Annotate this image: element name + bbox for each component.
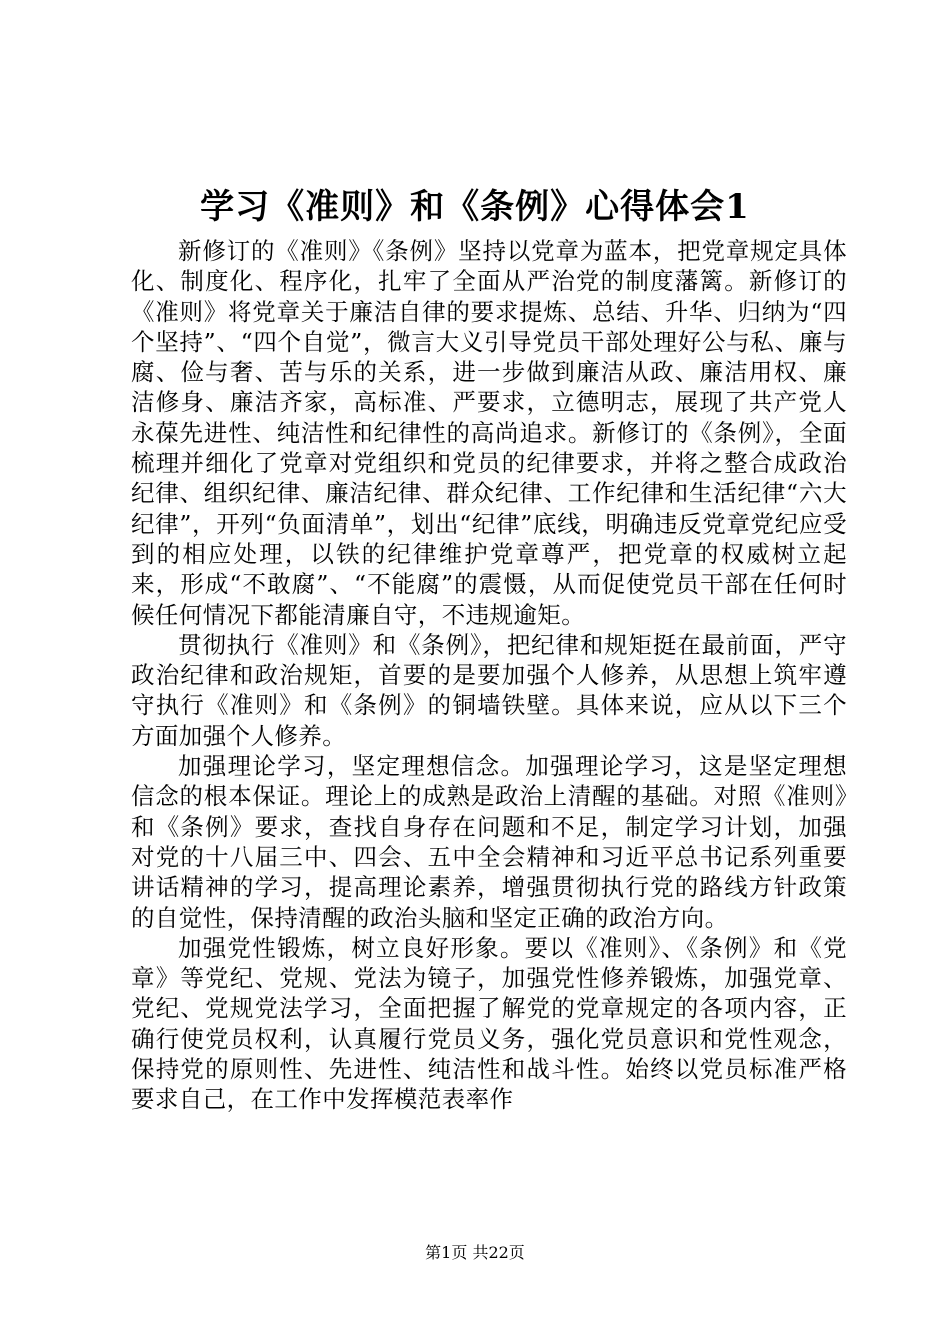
paragraph-1: 新修订的《准则》《条例》坚持以党章为蓝本，把党章规定具体化、制度化、程序化，扎牢了全面从严治党的制度藩篱。新修订的《准则》将党章关于廉洁自律的要求提炼、总结、升华、归纳为“四个坚持”、“四个自觉”，微言大义引导党员干部处理好公与私、廉与腐、俭与奢、苦与乐的关系，进一步做到廉洁从政、廉洁用权、廉洁修身、廉洁齐家，高标准、严要求，立德明志，展现了共产党人永葆先进性、纯洁性和纪律性的高尚追求。新修订的《条例》，全面梳理并细化了党章对党组织和党员的纪律要求，并将之整合成政治纪律、组织纪律、廉洁纪律、群众纪律、工作纪律和生活纪律“六大纪律”，开列“负面清单”，划出“纪律”底线，明确违反党章党纪应受到的相应处理，以铁的纪律维护党章尊严，把党章的权威树立起来，形成“不敢腐”、“不能腐”的震慑，从而促使党员干部在任何时候任何情况下都能清廉自守，不违规逾矩。 — [131, 237, 847, 629]
page-number-footer: 第1页 共22页 — [425, 1243, 525, 1262]
paragraph-3: 加强理论学习，坚定理想信念。加强理论学习，这是坚定理想信念的根本保证。理论上的成熟是政治上清醒的基础。对照《准则》和《条例》要求，查找自身存在问题和不足，制定学习计划，加强对党的十八届三中、四会、五中全会精神和习近平总书记系列重要讲话精神的学习，提高理论素养，增强贯彻执行党的路线方针政策的自觉性，保持清醒的政治头脑和坚定正确的政治方向。 — [131, 752, 847, 932]
document-title: 学习《准则》和《条例》心得体会1 — [200, 187, 750, 227]
paragraph-4: 加强党性锻炼，树立良好形象。要以《准则》、《条例》和《党章》等党纪、党规、党法为镜子，加强党性修养锻炼，加强党章、党纪、党规党法学习，全面把握了解党的党章规定的各项内容，正确行使党员权利，认真履行党员义务，强化党员意识和党性观念，保持党的原则性、先进性、纯洁性和战斗性。始终以党员标准严格要求自己，在工作中发挥模范表率作 — [131, 933, 847, 1114]
document-body — [131, 236, 847, 1115]
paragraph-2: 贯彻执行《准则》和《条例》，把纪律和规矩挺在最前面，严守政治纪律和政治规矩，首要的是要加强个人修养，从思想上筑牢遵守执行《准则》和《条例》的铜墙铁壁。具体来说，应从以下三个方面加强个人修养。 — [131, 630, 847, 750]
